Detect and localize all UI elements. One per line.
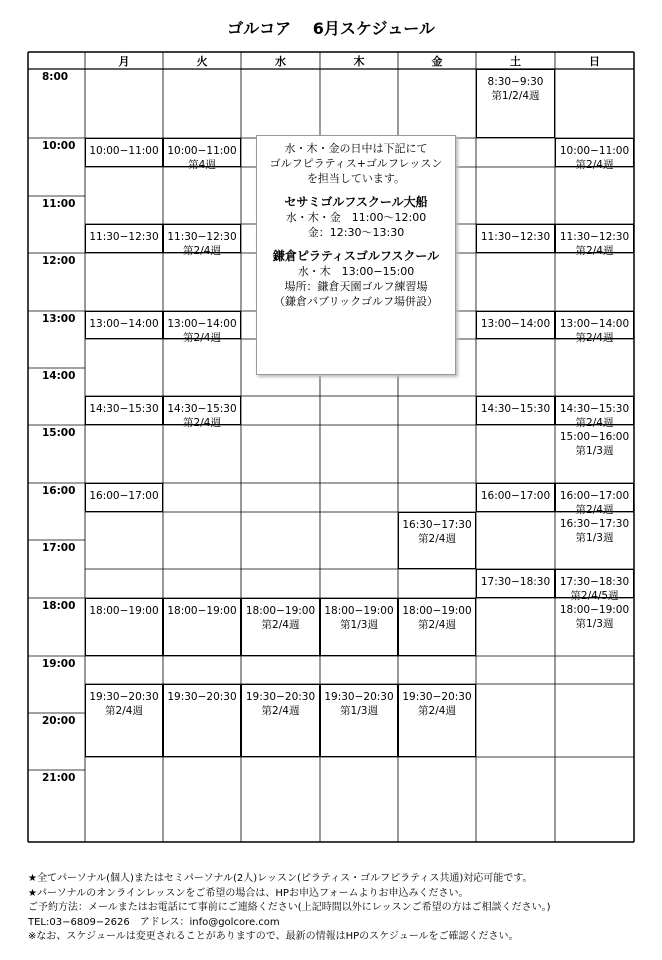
school1-line-1: 水・木・金 11:00〜12:00	[285, 211, 427, 224]
time-label: 12:00	[42, 255, 76, 267]
lesson-slot: 18:00−19:00 第1/3週	[320, 598, 398, 656]
time-label: 17:00	[42, 542, 76, 554]
lesson-slot: 8:30−9:30 第1/2/4週	[476, 69, 555, 138]
school2-line-3: （鎌倉パブリックゴルフ場併設）	[274, 295, 438, 308]
time-label: 13:00	[42, 313, 76, 325]
time-label: 10:00	[42, 140, 76, 152]
lesson-slot: 19:30−20:30 第2/4週	[398, 684, 476, 757]
notice-intro-2: ゴルフピラティス+ゴルフレッスン	[269, 157, 443, 170]
lesson-slot: 17:30−18:30 第2/4/5週 18:00−19:00 第1/3週	[555, 569, 634, 598]
time-label: 21:00	[42, 772, 76, 784]
lesson-slot: 13:00−14:00 第2/4週	[163, 311, 241, 339]
time-label: 14:00	[42, 370, 76, 382]
lesson-slot: 18:00−19:00 第2/4週	[241, 598, 320, 656]
day-header: 土	[510, 55, 521, 68]
lesson-slot: 14:30−15:30	[85, 396, 163, 425]
lesson-slot: 14:30−15:30	[476, 396, 555, 425]
lesson-slot: 19:30−20:30 第1/3週	[320, 684, 398, 757]
lesson-slot: 13:00−14:00	[85, 311, 163, 339]
lesson-slot: 16:00−17:00	[85, 483, 163, 512]
lesson-slot: 19:30−20:30 第2/4週	[85, 684, 163, 757]
lesson-slot: 18:00−19:00	[85, 598, 163, 656]
footer-line: ★パーソナルのオンラインレッスンをご希望の場合は、HPお申込フォームよりお申込みください。	[28, 887, 469, 899]
lesson-slot: 16:00−17:00	[476, 483, 555, 512]
lesson-slot: 13:00−14:00	[476, 311, 555, 339]
lesson-slot: 11:30−12:30 第2/4週	[555, 224, 634, 253]
time-label: 8:00	[42, 71, 69, 83]
lesson-slot: 10:00−11:00 第4週	[163, 138, 241, 167]
lesson-slot: 17:30−18:30	[476, 569, 555, 598]
lesson-slot: 11:30−12:30 第2/4週	[163, 224, 241, 253]
day-header: 日	[589, 55, 600, 68]
time-label: 15:00	[42, 427, 76, 439]
lesson-slot: 14:30−15:30 第2/4週 15:00−16:00 第1/3週	[555, 396, 634, 425]
footer-line: TEL:03−6809−2626 アドレス：info@golcore.com	[28, 916, 280, 928]
footer-line: ご予約方法：メールまたはお電話にて事前にご連絡ください(上記時間以外にレッスンご希望の方はご相談ください。)	[28, 902, 551, 913]
lesson-slot: 18:00−19:00 第2/4週	[398, 598, 476, 656]
lesson-slot: 19:30−20:30	[163, 684, 241, 757]
day-header: 火	[196, 55, 208, 68]
school2-line-2: 場所：鎌倉天園ゴルフ練習場	[284, 280, 428, 293]
school1-line-2: 金：12:30〜13:30	[307, 226, 405, 239]
lesson-slot: 16:30−17:30 第2/4週	[398, 512, 476, 569]
time-label: 11:00	[42, 198, 76, 210]
footer-line: ※なお、スケジュールは変更されることがありますので、最新の情報はHPのスケジュールをご確認ください。	[28, 931, 519, 942]
lesson-slot: 18:00−19:00	[163, 598, 241, 656]
day-header: 水	[275, 55, 286, 68]
day-header: 月	[118, 55, 130, 68]
notice-box	[256, 135, 456, 375]
day-header: 木	[353, 55, 365, 68]
school1-name: セサミゴルフスクール大船	[284, 195, 428, 209]
school2-name: 鎌倉ピラティスゴルフスクール	[272, 249, 440, 263]
lesson-slot: 13:00−14:00 第2/4週	[555, 311, 634, 339]
footer-notes	[28, 872, 658, 945]
time-label: 19:00	[42, 658, 76, 670]
time-label: 20:00	[42, 715, 76, 727]
lesson-slot: 19:30−20:30 第2/4週	[241, 684, 320, 757]
footer-line: ★全てパーソナル(個人)またはセミパーソナル(2人)レッスン(ピラティス・ゴルフピラティス共通)対応可能です。	[28, 873, 533, 884]
lesson-slot: 16:00−17:00 第2/4週 16:30−17:30 第1/3週	[555, 483, 634, 512]
page-title: ゴルコア 6月スケジュール	[227, 19, 435, 38]
lesson-slot: 11:30−12:30	[85, 224, 163, 253]
time-label: 16:00	[42, 485, 76, 497]
lesson-slot: 10:00−11:00	[85, 138, 163, 167]
lesson-slot: 14:30−15:30 第2/4週	[163, 396, 241, 425]
time-label: 18:00	[42, 600, 76, 612]
day-header: 金	[431, 55, 443, 68]
school2-line-1: 水・木 13:00−15:00	[297, 265, 415, 278]
lesson-slot: 11:30−12:30	[476, 224, 555, 253]
notice-intro-1: 水・木・金の日中は下記にて	[284, 142, 428, 155]
lesson-slot: 10:00−11:00 第2/4週	[555, 138, 634, 167]
notice-intro-3: を担当しています。	[306, 172, 406, 185]
